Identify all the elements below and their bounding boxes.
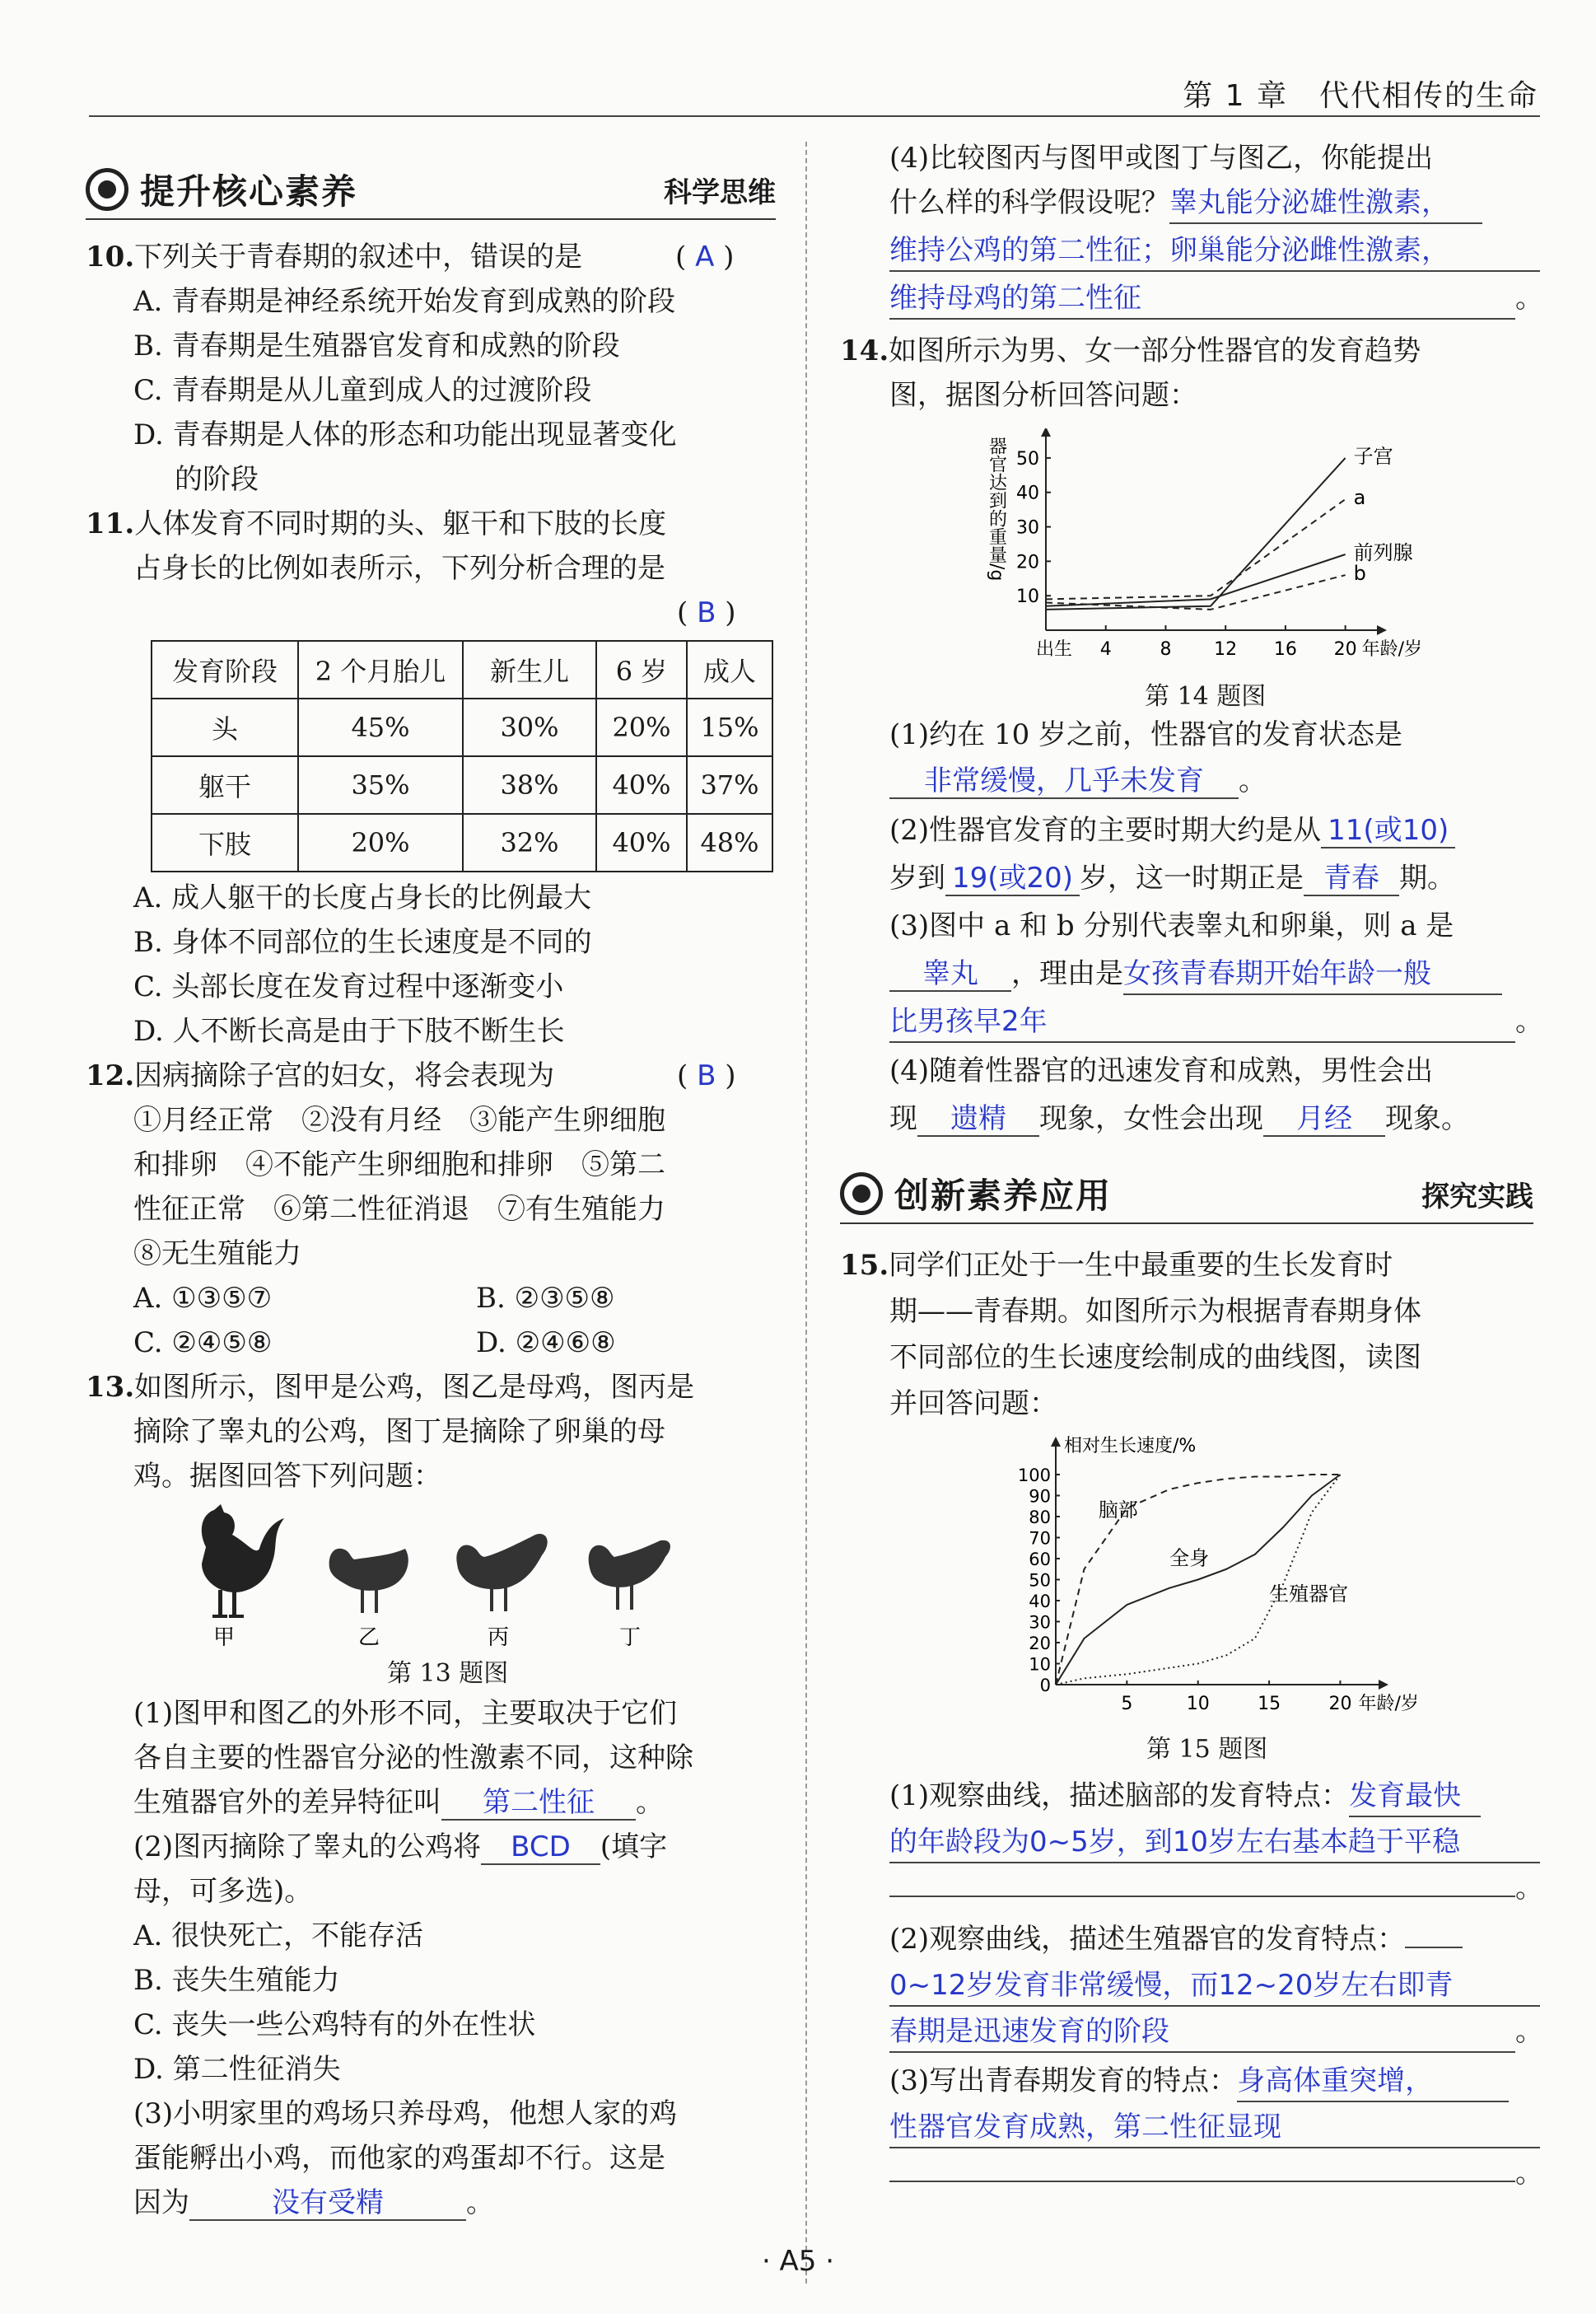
q15-caption: 第 15 题图 <box>1146 1735 1268 1764</box>
q10-option-a: A. 青春期是神经系统开始发育到成熟的阶段 <box>133 285 676 318</box>
q13-p1-line: 生殖器官外的差异特征叫 第二性征 。 <box>133 1786 664 1819</box>
q11-answer-bracket: ( B ) <box>677 596 736 629</box>
q14-stem-2: 图，据图分析回答问题： <box>889 379 1197 412</box>
q13-p1-line: (1)图甲和图乙的外形不同，主要取决于它们 <box>133 1697 678 1730</box>
q13-answer-4a: 睾丸能分泌雄性激素， <box>1169 183 1482 224</box>
q15-stem-line: 期——青春期。如图所示为根据青春期身体 <box>889 1295 1421 1328</box>
q10-option-d-cont: 的阶段 <box>175 463 259 496</box>
table-row <box>152 699 772 756</box>
q10-option-d: D. 青春期是人体的形态和功能出现显著变化 <box>133 418 677 451</box>
section-heading-innovation <box>840 1165 1533 1224</box>
x-tick-label: 4 <box>1099 639 1112 660</box>
figure-label-yi: 乙 <box>357 1625 380 1646</box>
series-label: 子宫 <box>1353 444 1393 468</box>
table-header: 2 个月胎儿 <box>298 641 463 699</box>
table-header: 成人 <box>687 641 772 699</box>
q15-stem-1: 15.同学们正处于一生中最重要的生长发育时 <box>840 1249 1393 1282</box>
q14-stem-1: 14.如图所示为男、女一部分性器官的发育趋势 <box>840 334 1421 367</box>
q11-stem-1: 11.人体发育不同时期的头、躯干和下肢的长度 <box>86 507 667 540</box>
y-tick-label: 50 <box>1029 1570 1051 1591</box>
q12-option-d: D. ②④⑥⑧ <box>476 1326 616 1359</box>
x-tick-label: 5 <box>1121 1694 1133 1713</box>
q12-item-line: 和排卵 ④不能产生卵细胞和排卵 ⑤第二 <box>133 1148 665 1181</box>
x-axis-arrow <box>1377 625 1387 635</box>
q15-answer-3a: 身高体重突增， <box>1237 2061 1509 2102</box>
q12-stem: 12.因病摘除子宫的妇女，将会表现为 <box>86 1059 555 1092</box>
table-header: 新生儿 <box>463 641 596 699</box>
capon-illustration <box>456 1534 547 1611</box>
q14-answer-1: 非常缓慢，几乎未发育 <box>889 764 1239 799</box>
x-axis-label: 年龄/岁 <box>1358 1694 1419 1713</box>
page-number: · A5 · <box>761 2245 835 2278</box>
series-label: a <box>1353 486 1366 510</box>
table-cell: 20% <box>596 699 687 756</box>
q14-answer-3c: 比男孩早2年 <box>889 1002 1515 1043</box>
q10-stem: 10.下列关于青春期的叙述中，错误的是 <box>86 241 583 273</box>
section-title: 创新素养应用 <box>894 1176 1113 1216</box>
q12-option-a: A. ①③⑤⑦ <box>133 1282 273 1315</box>
q14-caption: 第 14 题图 <box>1145 682 1267 711</box>
ovariectomized-hen-illustration <box>589 1540 670 1610</box>
q12-item-line: ⑧无生殖能力 <box>133 1237 301 1270</box>
q10-option-b: B. 青春期是生殖器官发育和成熟的阶段 <box>133 330 620 362</box>
table-header: 发育阶段 <box>152 641 298 699</box>
origin-label: 0 <box>1039 1676 1051 1695</box>
q12-answer: B <box>697 1059 716 1092</box>
table-row <box>152 756 772 814</box>
q13-p3-line: 因为 没有受精 。 <box>133 2186 494 2219</box>
y-tick-label: 100 <box>1017 1466 1051 1485</box>
q10-answer: A <box>695 241 715 273</box>
series-line-a <box>1046 499 1346 599</box>
q14-answer-2b: 19(或20) <box>945 862 1080 896</box>
q14-answer-3b: 女孩青春期开始年龄一般 <box>1123 954 1502 995</box>
q12-item-line: ①月经正常 ②没有月经 ③能产生卵细胞 <box>133 1104 665 1137</box>
q14-p3: (3)图中 a 和 b 分别代表睾丸和卵巢，则 a 是 <box>889 909 1454 942</box>
q15-stem-line: 并回答问题： <box>889 1387 1057 1420</box>
series-label: 前列腺 <box>1353 541 1413 564</box>
table-cell: 20% <box>298 814 463 872</box>
q15-p3-blank: 。 <box>889 2153 1543 2193</box>
q14-p4: (4)随着性器官的迅速发育和成熟，男性会出 <box>889 1054 1434 1087</box>
q14-p4-line: 现 遗精 现象，女性会出现 月经 现象。 <box>889 1102 1469 1135</box>
table-cell: 37% <box>687 756 772 814</box>
y-tick-label: 40 <box>1029 1592 1051 1611</box>
q11-option-c: C. 头部长度在发育过程中逐渐变小 <box>133 970 564 1003</box>
rooster-illustration <box>202 1504 284 1618</box>
q15-answer-1b: 的年龄段为0~5岁，到10岁左右基本趋于平稳 <box>889 1822 1540 1863</box>
q13-option-b: B. 丧失生殖能力 <box>133 1964 340 1997</box>
x-tick-label: 12 <box>1214 639 1238 660</box>
x-tick-label: 8 <box>1160 639 1172 660</box>
q12-option-c: C. ②④⑤⑧ <box>133 1326 273 1359</box>
x-tick-label: 15 <box>1258 1694 1281 1713</box>
q15-p2-line: 春期是迅速发育的阶段 。 <box>889 2012 1543 2053</box>
q11-table <box>151 640 773 872</box>
q12-answer-bracket: ( B ) <box>677 1059 736 1092</box>
q12-item-line: 性征正常 ⑥第二性征消退 ⑦有生殖能力 <box>133 1193 665 1226</box>
q13-p1-line: 各自主要的性器官分泌的性激素不同，这种除 <box>133 1741 693 1774</box>
y-tick-label: 60 <box>1029 1550 1051 1569</box>
q14-p1-answer-line: 非常缓慢，几乎未发育 。 <box>889 761 1267 801</box>
q13-answer-1: 第二性征 <box>441 1786 636 1821</box>
y-tick-label: 30 <box>1016 517 1039 539</box>
table-cell: 32% <box>463 814 596 872</box>
y-tick-label: 10 <box>1016 587 1039 608</box>
table-cell: 15% <box>687 699 772 756</box>
section-bullet-icon <box>840 1172 883 1215</box>
table-cell: 45% <box>298 699 463 756</box>
x-tick-label: 出生 <box>1035 639 1073 660</box>
q14-p3-line: 睾丸 ，理由是女孩青春期开始年龄一般 <box>889 954 1502 995</box>
section-tag: 探究实践 <box>1421 1180 1533 1213</box>
q14-answer-2a: 11(或10) <box>1321 814 1455 848</box>
y-tick-label: 20 <box>1016 552 1039 573</box>
series-label: 全身 <box>1169 1546 1210 1570</box>
q15-line-chart <box>1006 1433 1435 1713</box>
y-tick-label: 20 <box>1029 1634 1051 1653</box>
table-cell: 躯干 <box>152 756 298 814</box>
series-label: 生殖器官 <box>1269 1582 1349 1606</box>
q13-answer-4-line <box>889 231 1540 272</box>
q15-answer-2b: 春期是迅速发育的阶段 <box>889 2012 1515 2053</box>
q14-answer-3a: 睾丸 <box>889 957 1011 992</box>
q13-stem-2: 摘除了睾丸的公鸡，图丁是摘除了卵巢的母 <box>133 1415 665 1448</box>
table-cell: 48% <box>687 814 772 872</box>
table-cell: 头 <box>152 699 298 756</box>
table-row <box>152 814 772 872</box>
q13-caption: 第 13 题图 <box>387 1659 509 1688</box>
section-heading-core <box>86 161 776 220</box>
x-tick-label: 20 <box>1328 1694 1352 1713</box>
q13-answer-2: BCD <box>481 1830 600 1865</box>
figure-label-ding: 丁 <box>618 1625 642 1646</box>
x-tick-label: 16 <box>1273 639 1297 660</box>
q15-p3-line <box>889 2107 1540 2148</box>
q13-p4-line: 什么样的科学假设呢？睾丸能分泌雄性激素， <box>889 183 1482 224</box>
table-header-row <box>152 641 772 699</box>
section-title: 提升核心素养 <box>140 171 358 212</box>
y-tick-label: 70 <box>1029 1528 1051 1549</box>
chapter-header: 第 1 章 代代相传的生命 <box>1183 79 1538 113</box>
hen-illustration <box>329 1549 408 1613</box>
q13-stem-3: 鸡。据图回答下列问题： <box>133 1460 441 1493</box>
column-divider <box>805 142 807 2284</box>
q11-option-d: D. 人不断长高是由于下肢不断生长 <box>133 1015 565 1048</box>
q13-option-c: C. 丧失一些公鸡特有的外在性状 <box>133 2008 536 2041</box>
q10-answer-bracket: ( A ) <box>675 241 735 273</box>
q13-answer-4c: 维持母鸡的第二性征 <box>889 278 1515 320</box>
y-tick-label: 80 <box>1029 1508 1051 1527</box>
header-rule <box>89 115 1540 117</box>
q13-answer-4b: 维持公鸡的第二性征；卵巢能分泌雌性激素， <box>889 231 1540 272</box>
q14-answer-2c: 青春 <box>1304 862 1399 896</box>
q13-p2-cont: 母，可多选)。 <box>133 1875 313 1908</box>
series-line-前列腺 <box>1046 554 1346 606</box>
figure-label-bing: 丙 <box>487 1625 510 1646</box>
q14-p1: (1)约在 10 岁之前，性器官的发育状态是 <box>889 718 1403 751</box>
q15-stem-line: 不同部位的生长速度绘制成的曲线图，读图 <box>889 1341 1421 1374</box>
x-axis-arrow <box>1379 1680 1388 1690</box>
table-cell: 下肢 <box>152 814 298 872</box>
q11-option-b: B. 身体不同部位的生长速度是不同的 <box>133 926 592 959</box>
q14-p3-line: 比男孩早2年 。 <box>889 1002 1543 1043</box>
q11-option-a: A. 成人躯干的长度占身长的比例最大 <box>133 881 592 914</box>
q14-p2-line: 岁到 19(或20) 岁，这一时期正是 青春 期。 <box>889 862 1456 895</box>
q14-p2-line: (2)性器官发育的主要时期大约是从 11(或10) <box>889 811 1455 850</box>
section-tag: 科学思维 <box>664 175 776 209</box>
y-axis-arrow <box>1041 428 1051 437</box>
table-cell: 30% <box>463 699 596 756</box>
q15-p3-line: (3)写出青春期发育的特点：身高体重突增， <box>889 2061 1509 2102</box>
table-cell: 35% <box>298 756 463 814</box>
y-axis-label: 器官达到的重量/g <box>986 437 1007 582</box>
q14-answer-4b: 月经 <box>1263 1102 1385 1137</box>
y-tick-label: 40 <box>1016 483 1039 504</box>
q11-stem-2: 占身长的比例如表所示，下列分析合理的是 <box>133 552 665 585</box>
section-bullet-icon <box>86 168 128 211</box>
x-tick-label: 20 <box>1333 639 1357 660</box>
y-tick-label: 30 <box>1029 1612 1051 1633</box>
q15-answer-1a: 发育最快 <box>1349 1776 1481 1817</box>
q13-option-a: A. 很快死亡，不能存活 <box>133 1919 424 1952</box>
table-cell: 40% <box>596 814 687 872</box>
x-axis-label: 年龄/岁 <box>1361 639 1423 660</box>
series-label: b <box>1353 562 1366 586</box>
q10-option-c: C. 青春期是从儿童到成人的过渡阶段 <box>133 374 592 407</box>
q13-answer-3: 没有受精 <box>189 2186 466 2221</box>
table-cell: 38% <box>463 756 596 814</box>
q13-answer-4-line: 维持母鸡的第二性征 。 <box>889 278 1543 320</box>
y-axis-label: 相对生长速度/% <box>1064 1436 1197 1456</box>
q15-p1-blank: 。 <box>889 1868 1543 1908</box>
q15-p2-line: (2)观察曲线，描述生殖器官的发育特点： <box>889 1919 1463 1959</box>
y-axis-arrow <box>1051 1437 1061 1447</box>
y-tick-label: 90 <box>1029 1486 1051 1507</box>
q13-p2-line: (2)图丙摘除了睾丸的公鸡将 BCD (填字 <box>133 1830 668 1863</box>
q15-answer-3b: 性器官发育成熟，第二性征显现 <box>889 2107 1540 2148</box>
q12-option-b: B. ②③⑤⑧ <box>476 1282 615 1315</box>
figure-label-jia: 甲 <box>212 1625 236 1646</box>
table-header: 6 岁 <box>596 641 687 699</box>
q15-p2-line <box>889 1966 1540 2007</box>
q13-p3-line: (3)小明家里的鸡场只养母鸡，他想人家的鸡 <box>133 2097 678 2130</box>
q13-chicken-figure <box>173 1498 733 1646</box>
q14-line-chart <box>980 428 1425 676</box>
q13-p4-line: (4)比较图丙与图甲或图丁与图乙，你能提出 <box>889 142 1434 175</box>
q13-p3-line: 蛋能孵出小鸡，而他家的鸡蛋却不行。这是 <box>133 2142 665 2175</box>
q13-stem-1: 13.如图所示，图甲是公鸡，图乙是母鸡，图丙是 <box>86 1371 695 1404</box>
q15-p1-line: (1)观察曲线，描述脑部的发育特点：发育最快 <box>889 1776 1481 1817</box>
q15-answer-2a: 0~12岁发育非常缓慢，而12~20岁左右即青 <box>889 1966 1540 2007</box>
q13-option-d: D. 第二性征消失 <box>133 2053 341 2086</box>
q15-p1-line <box>889 1822 1540 1863</box>
table-cell: 40% <box>596 756 687 814</box>
x-tick-label: 10 <box>1186 1694 1210 1713</box>
series-label: 脑部 <box>1098 1498 1138 1522</box>
q14-answer-4a: 遗精 <box>917 1102 1039 1137</box>
y-tick-label: 10 <box>1029 1654 1051 1675</box>
q11-answer: B <box>697 596 716 629</box>
y-tick-label: 50 <box>1016 448 1039 470</box>
